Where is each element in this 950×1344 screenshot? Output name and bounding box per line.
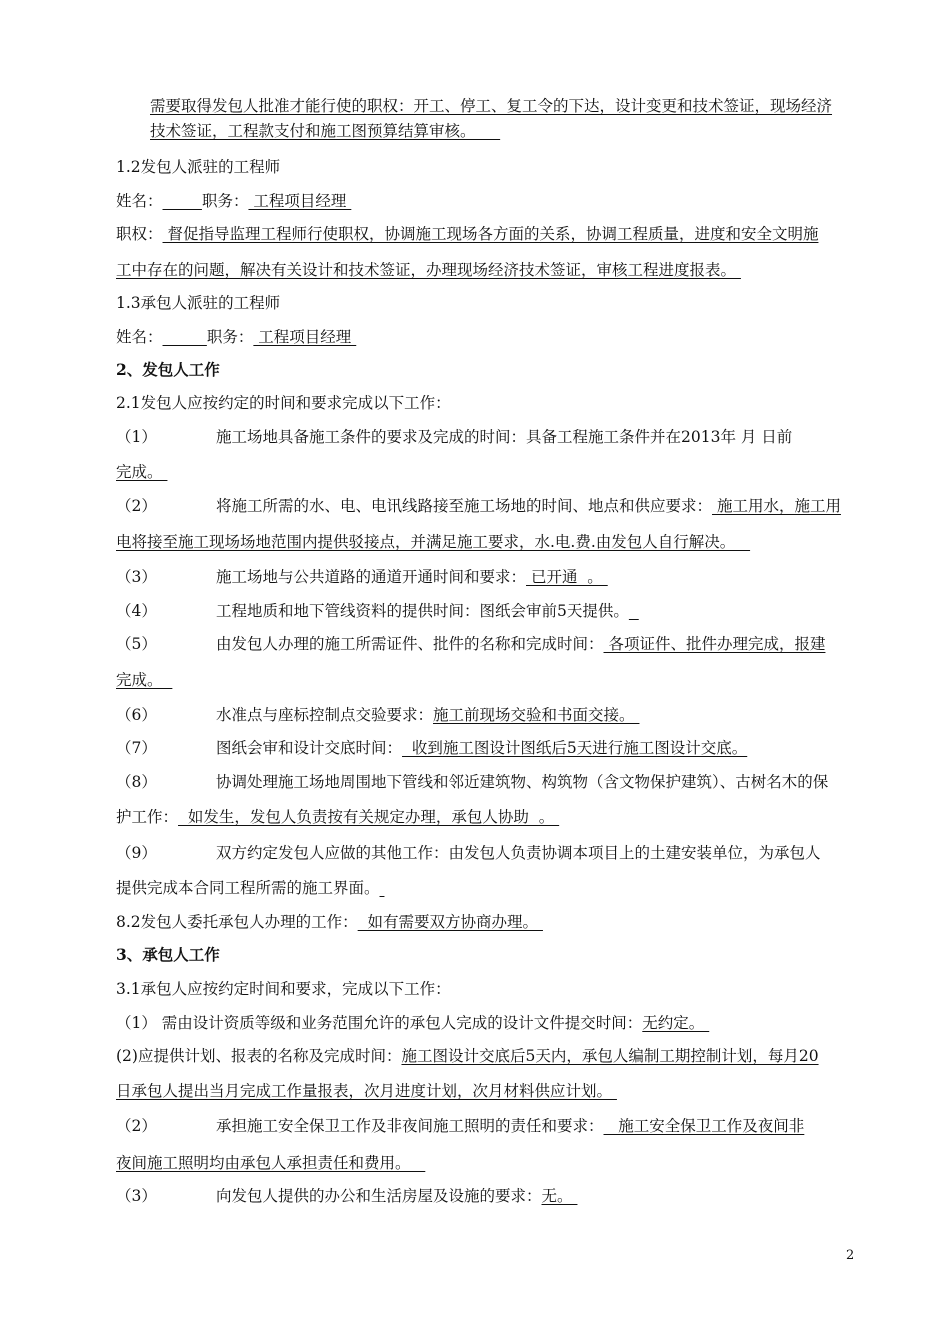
section-3-heading: 3、承包人工作 <box>116 945 220 964</box>
s1-2-name-duty: 姓名： 职务： 工程项目经理 <box>116 192 352 210</box>
s2-item-5-cont: 完成。 <box>116 671 173 689</box>
s1-3-duty-value: 工程项目经理 <box>253 328 357 346</box>
s1-2-authority-line-1: 职权： 督促指导监理工程师行使职权，协调施工现场各方面的关系，协调工程质量，进度和安全文明施 <box>116 225 819 243</box>
s1-2-authority-line-2: 工中存在的问题，解决有关设计和技术签证，办理现场经济技术签证，审核工程进度报表。 <box>116 261 741 279</box>
s2-item-1: （1） 施工场地具备施工条件的要求及完成的时间：具备工程施工条件并在2013年 月 日前 <box>116 428 793 446</box>
s2-item-6: （6） 水准点与座标控制点交验要求：施工前现场交验和书面交接。 <box>116 706 640 724</box>
s2-item-8-cont: 护工作： 如发生，发包人负责按有关规定办理，承包人协助 。 <box>116 808 560 826</box>
intro-line-2: 技术签证，工程款支付和施工图预算结算审核。 <box>150 122 501 140</box>
section-2-1-intro: 2.1发包人应按约定的时间和要求完成以下工作： <box>116 394 451 412</box>
s3-item-2-cont: 日承包人提出当月完成工作量报表，次月进度计划，次月材料供应计划。 <box>116 1082 617 1100</box>
page-number: 2 <box>846 1248 855 1263</box>
s1-3-name-blank <box>163 328 207 346</box>
section-2-heading: 2、发包人工作 <box>116 360 220 379</box>
s3-item-3: （2） 承担施工安全保卫工作及非夜间施工照明的责任和要求： 施工安全保卫工作及夜间非 <box>116 1117 805 1135</box>
s1-2-name-blank <box>163 192 202 210</box>
s2-item-7: （7） 图纸会审和设计交底时间： 收到施工图设计图纸后5天进行施工图设计交底。 <box>116 739 748 757</box>
section-3-1-intro: 3.1承包人应按约定时间和要求，完成以下工作： <box>116 980 451 998</box>
s2-item-8: （8） 协调处理施工场地周围地下管线和邻近建筑物、构筑物（含文物保护建筑）、古树名木的保 <box>116 773 829 791</box>
s2-item-2: （2） 将施工所需的水、电、电讯线路接至施工场地的时间、地点和供应要求： 施工用水，施工用 <box>116 497 841 515</box>
s2-item-9: （9） 双方约定发包人应做的其他工作：由发包人负责协调本项目上的土建安装单位，为承包人 <box>116 844 821 862</box>
s1-3-name-duty: 姓名： 职务： 工程项目经理 <box>116 328 357 346</box>
section-8-2: 8.2发包人委托承包人办理的工作： 如有需要双方协商办理。 <box>116 913 543 931</box>
s2-item-1-cont: 完成。 <box>116 463 168 481</box>
intro-line-1: 需要取得发包人批准才能行使的职权：开工、停工、复工令的下达，设计变更和技术签证，现场经济 <box>150 97 833 115</box>
s2-item-5: （5） 由发包人办理的施工所需证件、批件的名称和完成时间： 各项证件、批件办理完成，报建 <box>116 635 826 653</box>
s2-item-9-cont: 提供完成本合同工程所需的施工界面。 <box>116 879 380 897</box>
section-1-3-heading: 1.3承包人派驻的工程师 <box>116 294 281 312</box>
s3-item-2: (2)应提供计划、报表的名称及完成时间：施工图设计交底后5天内，承包人编制工期控制计划，每月20 <box>116 1047 819 1065</box>
s3-item-1: （1） 需由设计资质等级和业务范围允许的承包人完成的设计文件提交时间：无约定。 <box>116 1014 710 1032</box>
s1-2-duty-value: 工程项目经理 <box>248 192 352 210</box>
section-1-2-heading: 1.2发包人派驻的工程师 <box>116 158 281 176</box>
s2-item-3: （3） 施工场地与公共道路的通道开通时间和要求： 已开通 。 <box>116 568 608 586</box>
s3-item-4: （3） 向发包人提供的办公和生活房屋及设施的要求：无。 <box>116 1187 578 1205</box>
s2-item-2-cont: 电将接至施工现场场地范围内提供驳接点，并满足施工要求，水.电.费.由发包人自行解决。 <box>116 533 751 551</box>
s3-item-3-cont: 夜间施工照明均由承包人承担责任和费用。 <box>116 1154 426 1172</box>
s2-item-4: （4） 工程地质和地下管线资料的提供时间：图纸会审前5天提供。 <box>116 602 629 620</box>
